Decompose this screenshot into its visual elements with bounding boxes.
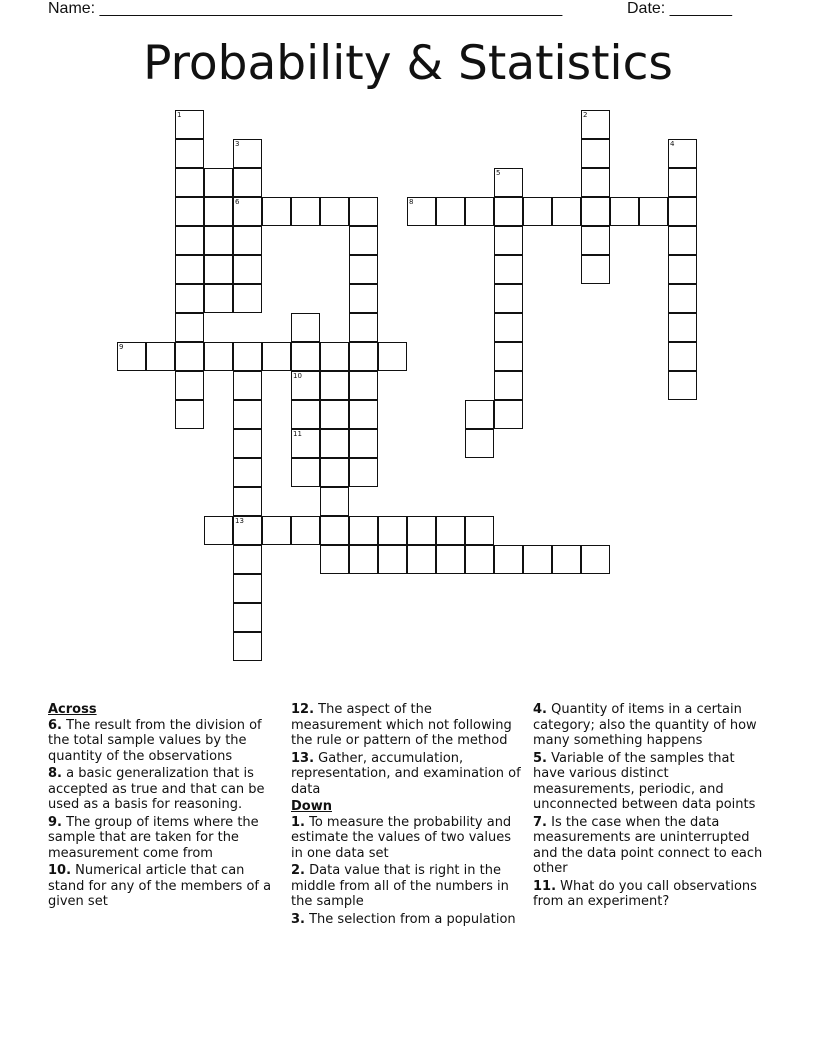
grid-cell[interactable] bbox=[378, 545, 407, 574]
grid-cell[interactable] bbox=[523, 197, 552, 226]
clue-text: To measure the probability and estimate the values of two values in one data set bbox=[291, 814, 512, 861]
clue-number: 9 bbox=[119, 343, 124, 351]
name-field[interactable]: Name: ____________________________________________________ bbox=[48, 0, 563, 17]
clue-number-label: 12. bbox=[291, 702, 315, 717]
clue-text: Gather, accumulation, representation, and examination of data bbox=[291, 750, 521, 797]
grid-cell[interactable] bbox=[233, 342, 262, 371]
grid-cell[interactable] bbox=[349, 429, 378, 458]
grid-cell[interactable] bbox=[320, 429, 349, 458]
grid-cell[interactable] bbox=[668, 371, 697, 400]
grid-cell[interactable] bbox=[494, 284, 523, 313]
grid-cell[interactable] bbox=[349, 400, 378, 429]
grid-cell[interactable] bbox=[436, 197, 465, 226]
grid-cell[interactable] bbox=[523, 545, 552, 574]
grid-cell[interactable] bbox=[320, 371, 349, 400]
grid-cell[interactable] bbox=[465, 516, 494, 545]
grid-cell[interactable] bbox=[407, 516, 436, 545]
grid-cell[interactable] bbox=[175, 168, 204, 197]
down-clue-list-cont bbox=[533, 702, 767, 910]
grid-cell[interactable] bbox=[349, 342, 378, 371]
grid-cell[interactable] bbox=[668, 226, 697, 255]
grid-cell[interactable] bbox=[291, 516, 320, 545]
across-clue-list-cont bbox=[291, 702, 525, 797]
clue-item bbox=[533, 815, 767, 877]
grid-cell[interactable] bbox=[233, 371, 262, 400]
grid-cell[interactable] bbox=[291, 313, 320, 342]
grid-cell[interactable] bbox=[175, 197, 204, 226]
grid-cell[interactable] bbox=[291, 429, 320, 458]
grid-cell[interactable] bbox=[175, 284, 204, 313]
grid-cell[interactable] bbox=[291, 197, 320, 226]
clue-item bbox=[48, 718, 282, 765]
clue-number-label: 5. bbox=[533, 750, 547, 766]
clues-column-3 bbox=[533, 702, 767, 912]
grid-cell[interactable] bbox=[668, 284, 697, 313]
grid-cell[interactable] bbox=[349, 284, 378, 313]
clue-number: 5 bbox=[496, 169, 501, 177]
grid-cell[interactable] bbox=[291, 458, 320, 487]
clue-text: The result from the division of the total sample values by the quantity of the observations bbox=[48, 717, 262, 764]
grid-cell[interactable] bbox=[233, 632, 262, 661]
clue-number-label: 7. bbox=[533, 814, 547, 830]
clue-item bbox=[533, 751, 767, 813]
grid-cell[interactable] bbox=[465, 545, 494, 574]
grid-cell[interactable] bbox=[494, 371, 523, 400]
clue-number-label: 3. bbox=[291, 911, 305, 927]
grid-cell[interactable] bbox=[581, 255, 610, 284]
clue-number-label: 1. bbox=[291, 814, 305, 830]
clue-item bbox=[291, 815, 525, 862]
grid-cell[interactable] bbox=[668, 168, 697, 197]
grid-cell[interactable] bbox=[291, 371, 320, 400]
grid-cell[interactable] bbox=[465, 400, 494, 429]
grid-cell[interactable] bbox=[146, 342, 175, 371]
grid-cell[interactable] bbox=[233, 400, 262, 429]
grid-cell[interactable] bbox=[320, 197, 349, 226]
grid-cell[interactable] bbox=[291, 342, 320, 371]
clue-number-label: 8. bbox=[48, 766, 62, 781]
grid-cell[interactable] bbox=[233, 255, 262, 284]
grid-cell[interactable] bbox=[349, 255, 378, 284]
grid-cell[interactable] bbox=[233, 168, 262, 197]
clue-number-label: 10. bbox=[48, 863, 72, 878]
clue-text: Quantity of items in a certain category; also the quantity of how many something happens bbox=[533, 702, 757, 748]
clue-text: Variable of the samples that have various distinct measurements, periodic, and unconnected between data points bbox=[533, 750, 756, 812]
grid-cell[interactable] bbox=[117, 342, 146, 371]
grid-cell[interactable] bbox=[262, 342, 291, 371]
grid-cell[interactable] bbox=[639, 197, 668, 226]
grid-cell[interactable] bbox=[320, 516, 349, 545]
clue-number: 4 bbox=[670, 140, 675, 148]
grid-cell[interactable] bbox=[175, 110, 204, 139]
clue-text: Is the case when the data measurements are uninterrupted and the data point connect to each other bbox=[533, 814, 763, 876]
clue-text: The selection from a population bbox=[304, 911, 516, 927]
clue-item bbox=[291, 702, 525, 749]
clue-number-label: 9. bbox=[48, 814, 62, 830]
grid-cell[interactable] bbox=[175, 371, 204, 400]
grid-cell[interactable] bbox=[349, 458, 378, 487]
grid-cell[interactable] bbox=[175, 255, 204, 284]
grid-cell[interactable] bbox=[233, 197, 262, 226]
clue-number: 1 bbox=[177, 111, 182, 119]
grid-cell[interactable] bbox=[494, 342, 523, 371]
clue-number-label: 4. bbox=[533, 702, 547, 717]
grid-cell[interactable] bbox=[494, 168, 523, 197]
grid-cell[interactable] bbox=[233, 574, 262, 603]
grid-cell[interactable] bbox=[175, 400, 204, 429]
clue-item bbox=[48, 766, 282, 813]
clue-number: 3 bbox=[235, 140, 240, 148]
grid-cell[interactable] bbox=[668, 313, 697, 342]
clue-item bbox=[291, 912, 525, 928]
grid-cell[interactable] bbox=[233, 458, 262, 487]
clue-item bbox=[291, 751, 525, 798]
grid-cell[interactable] bbox=[465, 197, 494, 226]
grid-cell[interactable] bbox=[494, 226, 523, 255]
grid-cell[interactable] bbox=[581, 226, 610, 255]
grid-cell[interactable] bbox=[494, 255, 523, 284]
grid-cell[interactable] bbox=[291, 400, 320, 429]
grid-cell[interactable] bbox=[581, 197, 610, 226]
grid-cell[interactable] bbox=[436, 516, 465, 545]
grid-cell[interactable] bbox=[233, 284, 262, 313]
grid-cell[interactable] bbox=[349, 545, 378, 574]
grid-cell[interactable] bbox=[262, 516, 291, 545]
clue-item bbox=[48, 815, 282, 862]
grid-cell[interactable] bbox=[407, 545, 436, 574]
clue-item bbox=[533, 702, 767, 749]
header bbox=[48, 0, 768, 20]
grid-cell[interactable] bbox=[175, 342, 204, 371]
clue-number: 10 bbox=[293, 372, 302, 380]
grid-cell[interactable] bbox=[175, 313, 204, 342]
clue-number-label: 13. bbox=[291, 750, 315, 766]
grid-cell[interactable] bbox=[233, 545, 262, 574]
grid-cell[interactable] bbox=[233, 487, 262, 516]
clue-text: What do you call observations from an experiment? bbox=[533, 878, 757, 909]
grid-cell[interactable] bbox=[204, 255, 233, 284]
date-field[interactable]: Date: _______ bbox=[627, 0, 732, 17]
grid-cell[interactable] bbox=[610, 197, 639, 226]
grid-cell[interactable] bbox=[233, 429, 262, 458]
grid-cell[interactable] bbox=[175, 226, 204, 255]
clue-text: Numerical article that can stand for any of the members of a given set bbox=[48, 863, 272, 909]
grid-cell[interactable] bbox=[349, 371, 378, 400]
grid-cell[interactable] bbox=[175, 139, 204, 168]
across-clue-list bbox=[48, 718, 282, 910]
clue-text: The group of items where the sample that are taken for the measurement come from bbox=[48, 814, 259, 861]
clues-column-1 bbox=[48, 702, 282, 912]
grid-cell[interactable] bbox=[668, 342, 697, 371]
grid-cell[interactable] bbox=[204, 197, 233, 226]
grid-cell[interactable] bbox=[552, 545, 581, 574]
grid-cell[interactable] bbox=[465, 429, 494, 458]
grid-cell[interactable] bbox=[494, 545, 523, 574]
down-clue-list bbox=[291, 815, 525, 928]
clue-number: 2 bbox=[583, 111, 588, 119]
grid-cell[interactable] bbox=[494, 197, 523, 226]
grid-cell[interactable] bbox=[552, 197, 581, 226]
clue-number: 8 bbox=[409, 198, 414, 206]
clue-number-label: 6. bbox=[48, 717, 62, 733]
clue-number: 6 bbox=[235, 198, 240, 206]
grid-cell[interactable] bbox=[204, 168, 233, 197]
down-heading: Down bbox=[291, 799, 332, 814]
clue-item bbox=[291, 863, 525, 910]
grid-cell[interactable] bbox=[320, 545, 349, 574]
grid-cell[interactable] bbox=[581, 168, 610, 197]
grid-cell[interactable] bbox=[436, 545, 465, 574]
grid-cell[interactable] bbox=[320, 400, 349, 429]
grid-cell[interactable] bbox=[233, 139, 262, 168]
clues-column-2 bbox=[291, 702, 525, 929]
clue-text: Data value that is right in the middle from all of the numbers in the sample bbox=[291, 863, 509, 909]
clue-number: 13 bbox=[235, 517, 244, 525]
grid-cell[interactable] bbox=[204, 284, 233, 313]
clue-text: The aspect of the measurement which not following the rule or pattern of the method bbox=[291, 702, 512, 748]
grid-cell[interactable] bbox=[320, 342, 349, 371]
grid-cell[interactable] bbox=[494, 400, 523, 429]
grid-cell[interactable] bbox=[349, 516, 378, 545]
page-title: Probability & Statistics bbox=[143, 36, 673, 91]
grid-cell[interactable] bbox=[668, 197, 697, 226]
grid-cell[interactable] bbox=[378, 516, 407, 545]
grid-cell[interactable] bbox=[233, 516, 262, 545]
grid-cell[interactable] bbox=[581, 139, 610, 168]
grid-cell[interactable] bbox=[204, 226, 233, 255]
grid-cell[interactable] bbox=[407, 197, 436, 226]
grid-cell[interactable] bbox=[668, 139, 697, 168]
grid-cell[interactable] bbox=[581, 110, 610, 139]
grid-cell[interactable] bbox=[668, 255, 697, 284]
grid-cell[interactable] bbox=[494, 313, 523, 342]
grid-cell[interactable] bbox=[581, 545, 610, 574]
grid-cell[interactable] bbox=[320, 487, 349, 516]
grid-cell[interactable] bbox=[204, 516, 233, 545]
clue-text: a basic generalization that is accepted as true and that can be used as a basis for reasoning. bbox=[48, 766, 265, 812]
grid-cell[interactable] bbox=[349, 197, 378, 226]
clue-number-label: 11. bbox=[533, 878, 557, 894]
across-heading: Across bbox=[48, 702, 97, 717]
clue-item bbox=[533, 879, 767, 910]
clue-item bbox=[48, 863, 282, 910]
grid-cell[interactable] bbox=[349, 313, 378, 342]
grid-cell[interactable] bbox=[320, 458, 349, 487]
grid-cell[interactable] bbox=[233, 226, 262, 255]
grid-cell[interactable] bbox=[262, 197, 291, 226]
grid-cell[interactable] bbox=[204, 342, 233, 371]
clue-number: 11 bbox=[293, 430, 302, 438]
grid-cell[interactable] bbox=[233, 603, 262, 632]
grid-cell[interactable] bbox=[349, 226, 378, 255]
grid-cell[interactable] bbox=[378, 342, 407, 371]
clue-number-label: 2. bbox=[291, 863, 305, 878]
